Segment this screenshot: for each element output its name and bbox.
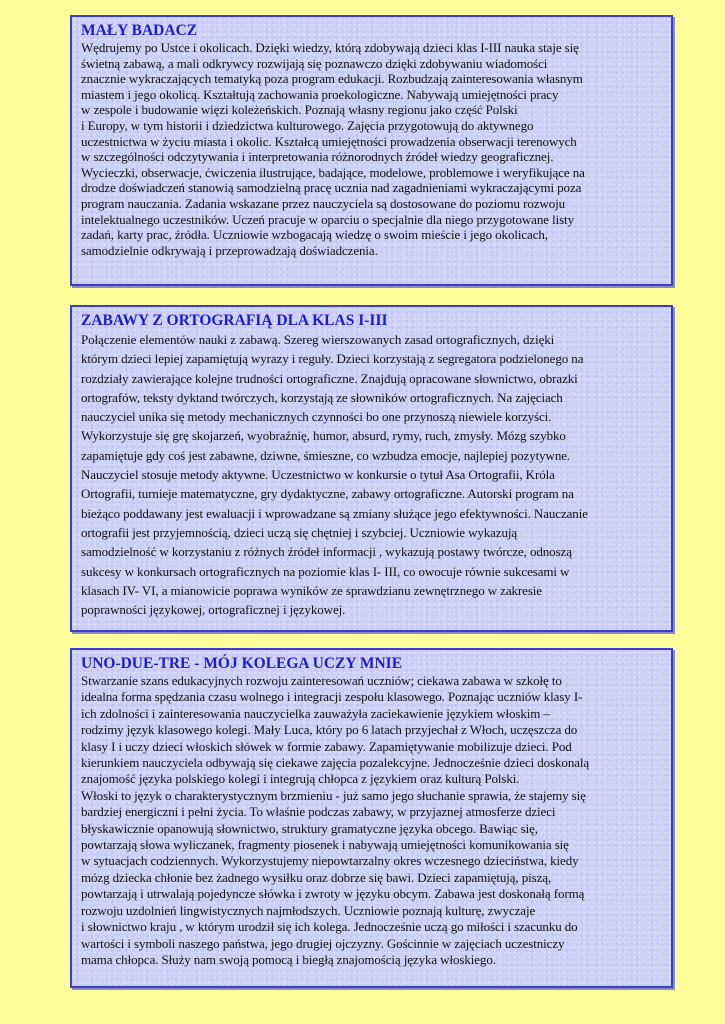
- section-title: MAŁY BADACZ: [81, 22, 198, 39]
- text-line: kierunkiem nauczyciela odbywają się ciekawe zajęcia pozalekcyjne. Jednocześnie dzieci doskonalą: [81, 755, 590, 771]
- text-line: bieżąco poddawany jest ewaluacji i wprowadzane są zmiany służące jego efektywności. Nauczanie: [81, 505, 588, 521]
- section-title: ZABAWY Z ORTOGRAFIĄ DLA KLAS I-III: [81, 312, 388, 329]
- text-line: mama chłopca. Służy nam swoją pomocą i biegłą znajomością języka włoskiego.: [81, 951, 496, 967]
- text-line: którym dzieci lepiej zapamiętują wyrazy i reguły. Dzieci korzystają z segregatora podzielonego na: [81, 351, 584, 367]
- text-line: i słownictwo kraju , w którym urodził się ich kolega. Jednocześnie uczą go miłości i szacunku do: [81, 919, 578, 935]
- text-line: zapamiętuje gdy coś jest zabawne, dziwne, śmieszne, co wzbudza emocje, najlepiej pozytywne.: [81, 447, 571, 463]
- text-line: samodzielnie odkrywają i przeprowadzają doświadczenia.: [81, 242, 378, 258]
- text-line: Włoski to język o charakterystycznym brzmieniu - już samo jego słuchanie sprawia, że stajemy się: [81, 787, 586, 803]
- text-line: bardziej energiczni i pełni życia. To właśnie podczas zabawy, w przyjaznej atmosferze dzieci: [81, 804, 556, 820]
- text-line: idealna forma spędzania czasu wolnego i integracji zespołu klasowego. Poznając uczniów klasy I-: [81, 689, 583, 705]
- text-line: Wykorzystuje się grę skojarzeń, wyobraźnię, humor, absurd, rymy, ruch, zmysły. Mózg szybko: [81, 428, 566, 444]
- text-line: rodzimy język klasowego kolegi. Mały Luca, który po 6 latach przyjechał z Włoch, uczęszcza do: [81, 722, 578, 738]
- text-line: znajomość języka polskiego kolegi i integrują chłopca z językiem oraz kulturą Polski.: [81, 771, 520, 787]
- text-line: w szczególności odczytywania i interpretowania różnorodnych źródeł wiedzy geograficznej.: [81, 149, 554, 165]
- text-line: Wycieczki, obserwacje, ćwiczenia ilustrujące, badające, modelowe, problemowe i weryfikujące na: [81, 164, 585, 180]
- section-body: [81, 673, 663, 968]
- text-line: intelektualnego uczestników. Uczeń pracuje w oparciu o specjalnie dla niego przygotowane listy: [81, 211, 574, 227]
- text-line: poprawności językowej, ortograficznej i językowej.: [81, 602, 346, 618]
- text-line: w zespole i budowanie więzi koleżeńskich. Poznają własny regionu jako część Polski: [81, 102, 518, 118]
- text-line: świetną zabawą, a mali odkrywcy rozwijają się poznawczo dzięki zdobywaniu wiadomości: [81, 55, 548, 71]
- text-line: Ortografii, turnieje matematyczne, gry dydaktyczne, zabawy ortograficzne. Autorski program na: [81, 486, 574, 502]
- text-line: nauczyciel unika się metody mechanicznych czynności bo one przynoszą niewiele korzyści.: [81, 409, 552, 425]
- text-line: ortografów, teksty dyktand twórczych, korzystają ze słowników ortograficznych. Na zajęciach: [81, 389, 563, 405]
- text-line: powtarzają słowa wyliczanek, fragmenty piosenek i nabywają umiejętności komunikowania się: [81, 837, 569, 853]
- section-title: UNO-DUE-TRE - MÓJ KOLEGA UCZY MNIE: [81, 655, 403, 672]
- section-zabawy-z-ortografia: [70, 305, 673, 632]
- text-line: Nauczyciel stosuje metody aktywne. Uczestnictwo w konkursie o tytuł Asa Ortografii, Króla: [81, 467, 555, 483]
- text-line: drodze doświadczeń stanowią samodzielną pracę ucznia nad zagadnieniami wykraczającymi poza: [81, 180, 582, 196]
- text-line: rozdziały zawierające kolejne trudności ortograficzne. Znajdują opracowane słownictwo, obrazki: [81, 370, 578, 386]
- section-uno-due-tre: [70, 648, 673, 988]
- text-line: powtarzają i utrwalają pojedyncze słówka i zwroty w języku obcym. Zabawa jest doskonałą formą: [81, 886, 585, 902]
- text-line: błyskawicznie opanowują słownictwo, struktury gramatyczne języka obcego. Bawiąc się,: [81, 820, 538, 836]
- section-body: [81, 330, 663, 619]
- text-line: uczestnictwa w życiu miasta i okolic. Kształcą umiejętności prowadzenia obserwacji terenowych: [81, 133, 577, 149]
- text-line: zadań, karty prac, źródła. Uczniowie wzbogacają wiedzę o swoim mieście i jego okolicach,: [81, 227, 548, 243]
- text-line: sukcesy w konkursach ortograficznych na poziomie klas I- III, co owocuje równie sukcesami w: [81, 563, 570, 579]
- text-line: klasach IV- VI, a mianowicie poprawa wyników ze sprawdzianu zewnętrznego w zakresie: [81, 582, 542, 598]
- text-line: mózg dziecka chłonie bez żadnego wysiłku oraz dobrze się bawi. Dzieci zapamiętują, piszą,: [81, 869, 552, 885]
- section-body: [81, 40, 663, 258]
- text-line: Połączenie elementów nauki z zabawą. Szereg wierszowanych zasad ortograficznych, dzięki: [81, 332, 555, 347]
- text-line: Stwarzanie szans edukacyjnych rozwoju zainteresowań uczniów; ciekawa zabawa w szkołę to: [81, 673, 562, 688]
- text-line: w sytuacjach codziennych. Wykorzystujemy niepowtarzalny okres wczesnego dzieciństwa, kiedy: [81, 853, 579, 869]
- text-line: miastem i jego okolicą. Kształtują zachowania proekologiczne. Nabywają umiejętności pracy: [81, 86, 559, 102]
- text-line: klasy I i uczy dzieci włoskich słówek w formie zabawy. Zapamiętywanie mobilizuje dzieci. Pod: [81, 738, 572, 754]
- text-line: rozwoju uzdolnień lingwistycznych najmłodszych. Uczniowie poznają kulturę, zwyczaje: [81, 902, 536, 918]
- text-line: Wędrujemy po Ustce i okolicach. Dzięki wiedzy, którą zdobywają dzieci klas I-III nauka staje się: [81, 40, 579, 55]
- text-line: ortografii jest przyjemnością, dzieci uczą się chętniej i szybciej. Uczniowie wykazują: [81, 524, 518, 540]
- section-maly-badacz: [70, 15, 673, 286]
- text-line: ich zdolności i zainteresowania nauczycielka zauważyła zaciekawienie językiem włoskim –: [81, 705, 550, 721]
- text-line: i Europy, w tym historii i dziedzictwa kulturowego. Zajęcia przygotowują do aktywnego: [81, 117, 534, 133]
- text-line: znacznie wykraczających tematyką poza program edukacji. Rozbudzają zainteresowania własnym: [81, 71, 583, 87]
- text-line: samodzielność w korzystaniu z różnych źródeł informacji , wykazują postawy twórcze, odnoszą: [81, 544, 572, 560]
- text-line: wartości i symboli naszego państwa, jego drugiej ojczyzny. Gościnnie w zajęciach uczestniczy: [81, 935, 565, 951]
- text-line: program nauczania. Zadania wskazane przez nauczyciela są dostosowane do poziomu rozwoju: [81, 195, 566, 211]
